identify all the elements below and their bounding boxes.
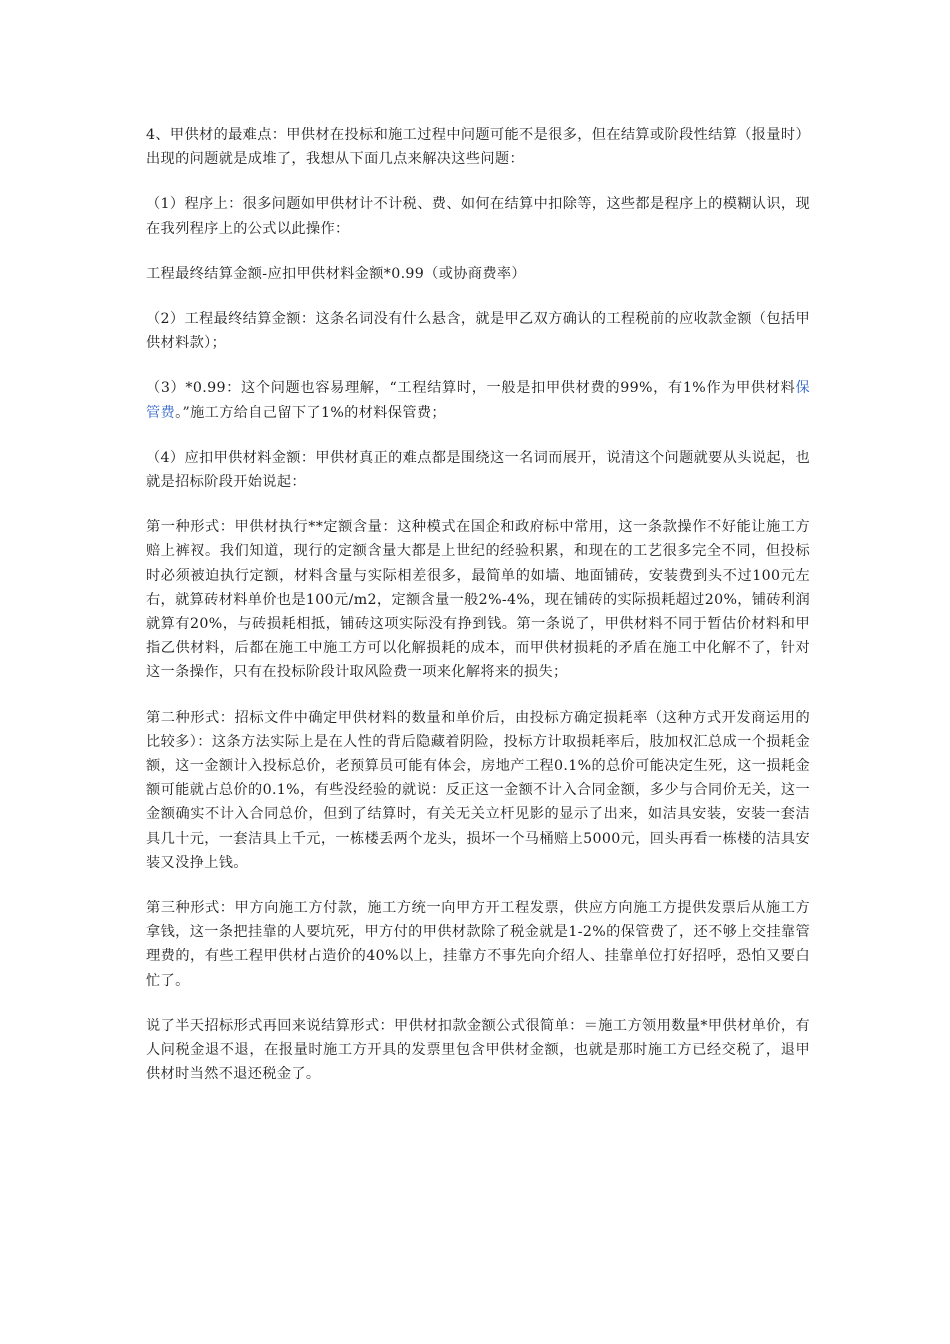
paragraph-form-one: 第一种形式：甲供材执行**定额含量：这种模式在国企和政府标中常用，这一条款操作不好能让施工方赔上裤衩。我们知道，现行的定额含量大都是上世纪的经验积累，和现在的工艺很多完全不同，但投标时必须被迫执行定额，材料含量与实际相差很多，最简单的如墙、地面铺砖，安装费到头不过100元左右，就算砖材料单价也是100元/m2，定额含量一般2%-4%，现在铺砖的实际损耗超过20%，铺砖利润就算有20%，与砖损耗相抵，铺砖这项实际没有挣到钱。第一条说了，甲供材料不同于暂估价材料和甲指乙供材料，后都在施工中施工方可以化解损耗的成本，而甲供材损耗的矛盾在施工中化解不了，针对这一条操作，只有在投标阶段计取风险费一项来化解将来的损失； bbox=[146, 519, 810, 681]
paragraph-difficulty-intro: 4、甲供材的最难点：甲供材在投标和施工过程中问题可能不是很多，但在结算或阶段性结算（报量时）出现的问题就是成堆了，我想从下面几点来解决这些问题： bbox=[146, 127, 810, 168]
paragraph-form-two: 第二种形式：招标文件中确定甲供材料的数量和单价后，由投标方确定损耗率（这种方式开发商运用的比较多）：这条方法实际上是在人性的背后隐藏着阴险，投标方计取损耗率后，肢加权汇总成一个损耗金额，这一金额计入投标总价，老预算员可能有体会，房地产工程0.1%的总价可能决定生死，这一损耗金额可能就占总价的0.1%，有些没经验的就说：反正这一金额不计入合同金额，多少与合同价无关，这一金额确实不计入合同总价，但到了结算时，有关无关立杆见影的显示了出来，如洁具安装，安装一套洁具几十元，一套洁具上千元，一栋楼丢两个龙头，损坏一个马桶赔上5000元，回头再看一栋楼的洁具安装又没挣上钱。 bbox=[146, 709, 810, 871]
paragraph-coefficient bbox=[146, 376, 810, 424]
paragraph-deduction-amount: （4）应扣甲供材料金额：甲供材真正的难点都是围绕这一名词而展开，说清这个问题就要从头说起，也就是招标阶段开始说起： bbox=[146, 449, 810, 491]
paragraph-coefficient-text-after: 。”施工方给自己留下了1%的材料保管费； bbox=[175, 404, 446, 421]
storage-fee-link[interactable]: 保管费 bbox=[146, 380, 810, 421]
paragraph-formula: 工程最终结算金额-应扣甲供材料金额*0.99（或协商费率） bbox=[146, 265, 526, 282]
paragraph-procedure: （1）程序上：很多问题如甲供材计不计税、费、如何在结算中扣除等，这些都是程序上的模糊认识，现在我列程序上的公式以此操作： bbox=[146, 196, 810, 237]
paragraph-settlement-form: 说了半天招标形式再回来说结算形式：甲供材扣款金额公式很简单：＝施工方领用数量*甲供材单价，有人问税金退不退，在报量时施工方开具的发票里包含甲供材金额，也就是那时施工方已经交税了，退甲供材时当然不退还税金了。 bbox=[146, 1017, 810, 1083]
paragraph-form-three: 第三种形式：甲方向施工方付款，施工方统一向甲方开工程发票，供应方向施工方提供发票后从施工方拿钱，这一条把挂靠的人要坑死，甲方付的甲供材款除了税金就是1-2%的保管费了，还不够上交挂靠管理费的，有些工程甲供材占造价的40%以上，挂靠方不事先向介绍人、挂靠单位打好招呼，恐怕又要白忙了。 bbox=[146, 900, 810, 989]
paragraph-final-settlement: （2）工程最终结算金额：这条名词没有什么悬含，就是甲乙双方确认的工程税前的应收款金额（包括甲供材料款）； bbox=[146, 311, 810, 352]
document-body bbox=[146, 123, 810, 1108]
paragraph-coefficient-text-before: （3）*0.99：这个问题也容易理解，“工程结算时，一般是扣甲供材费的99%，有1%作为甲供材料 bbox=[146, 380, 796, 397]
